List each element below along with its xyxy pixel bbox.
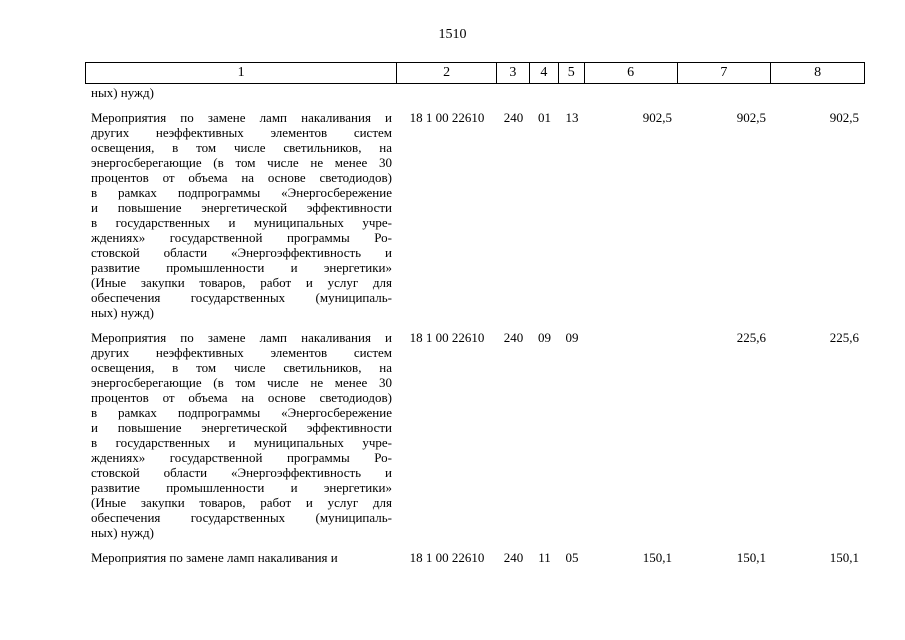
description-line: (Иные закупки товаров, работ и услуг для xyxy=(91,495,392,510)
table-header xyxy=(85,62,865,84)
description-line: в рамках подпрограммы «Энергосбережение xyxy=(91,405,392,420)
row-code: 18 1 00 22610 xyxy=(409,110,485,125)
description-line: энергосберегающие (в том числе не менее 30 xyxy=(91,375,392,390)
description-line: стовской области «Энергоэффективность и xyxy=(91,245,392,260)
description-line: ждениях» государственной программы Ро- xyxy=(91,450,392,465)
header-col-4: 4 xyxy=(530,63,559,83)
description-line: ждениях» государственной программы Ро- xyxy=(91,230,392,245)
description-line: обеспечения государственных (муниципаль- xyxy=(91,510,392,525)
row-col-5: 09 xyxy=(565,330,579,345)
description-line: и повышение энергетической эффективности xyxy=(91,420,392,435)
row-col-3: 240 xyxy=(503,110,524,125)
table-body xyxy=(85,85,865,565)
header-col-8: 8 xyxy=(814,65,822,80)
row-col-6: 902,5 xyxy=(642,110,672,125)
row-col-8: 225,6 xyxy=(829,330,859,345)
row-col-4: 09 xyxy=(538,330,551,345)
header-col-1: 1 xyxy=(86,63,397,83)
header-col-5: 5 xyxy=(559,63,585,83)
row-col-5: 05 xyxy=(565,550,579,565)
header-col-6: 6 xyxy=(585,63,678,83)
description-line: освещения, в том числе светильников, на xyxy=(91,360,392,375)
row-col-3: 240 xyxy=(503,550,524,565)
row-col-4: 11 xyxy=(538,550,551,565)
row-col-7: 902,5 xyxy=(736,110,766,125)
description-line: в рамках подпрограммы «Энергосбережение xyxy=(91,185,392,200)
description-line: развитие промышленности и энергетики» xyxy=(91,260,392,275)
table-row xyxy=(85,330,865,540)
row-code: 18 1 00 22610 xyxy=(409,330,485,345)
page-number: 1510 xyxy=(438,27,467,42)
header-col-3: 3 xyxy=(497,63,530,83)
continuation-text: ных) нужд) xyxy=(91,85,154,100)
description-line: других неэффективных элементов систем xyxy=(91,125,392,140)
row-col-7: 225,6 xyxy=(736,330,766,345)
row-col-7: 150,1 xyxy=(736,550,766,565)
row-col-4: 01 xyxy=(538,110,551,125)
row-description xyxy=(85,550,397,565)
row-description xyxy=(85,330,397,540)
table-row xyxy=(85,550,865,565)
description-line: других неэффективных элементов систем xyxy=(91,345,392,360)
table-row xyxy=(85,110,865,320)
description-line: обеспечения государственных (муниципаль- xyxy=(91,290,392,305)
row-col-6: 150,1 xyxy=(642,550,672,565)
description-line: стовской области «Энергоэффективность и xyxy=(91,465,392,480)
row-description xyxy=(85,110,397,320)
description-line: ных) нужд) xyxy=(91,525,154,540)
description-line: (Иные закупки товаров, работ и услуг для xyxy=(91,275,392,290)
description-line: энергосберегающие (в том числе не менее 30 xyxy=(91,155,392,170)
description-line: и повышение энергетической эффективности xyxy=(91,200,392,215)
header-col-7: 7 xyxy=(678,63,772,83)
row-col-8: 150,1 xyxy=(829,550,859,565)
description-line: Мероприятия по замене ламп накаливания и xyxy=(91,110,392,125)
description-line: Мероприятия по замене ламп накаливания и xyxy=(91,550,338,565)
row-col-3: 240 xyxy=(503,330,524,345)
continuation-row xyxy=(85,85,865,100)
description-line: процентов от объема на основе светодиодов) xyxy=(91,390,392,405)
row-col-5: 13 xyxy=(565,110,579,125)
table-rows xyxy=(85,110,865,565)
description-line: в государственных и муниципальных учре- xyxy=(91,215,392,230)
description-line: Мероприятия по замене ламп накаливания и xyxy=(91,330,392,345)
description-line: освещения, в том числе светильников, на xyxy=(91,140,392,155)
description-line: в государственных и муниципальных учре- xyxy=(91,435,392,450)
row-col-8: 902,5 xyxy=(829,110,859,125)
row-code: 18 1 00 22610 xyxy=(409,550,485,565)
description-line: процентов от объема на основе светодиодов) xyxy=(91,170,392,185)
description-line: ных) нужд) xyxy=(91,305,154,320)
description-line: развитие промышленности и энергетики» xyxy=(91,480,392,495)
header-col-2: 2 xyxy=(397,63,497,83)
